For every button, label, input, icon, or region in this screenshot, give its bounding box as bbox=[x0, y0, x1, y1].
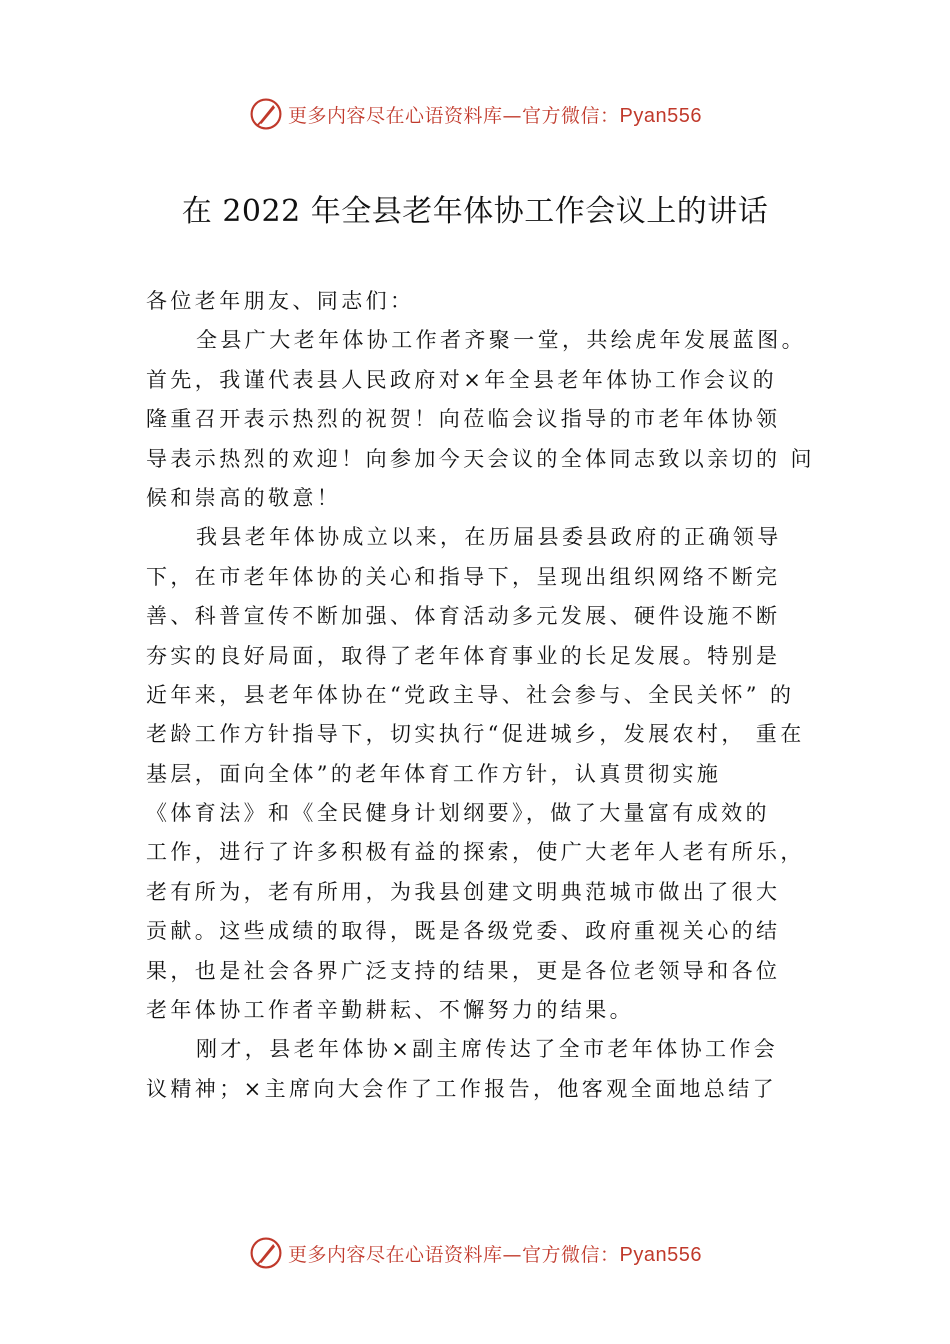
body-line: 老年体协工作者辛勤耕耘、不懈努力的结果。 bbox=[146, 998, 634, 1023]
watermark-en: Pyan556 bbox=[619, 104, 702, 127]
quill-pen-logo-icon bbox=[248, 1235, 284, 1271]
body-line: 善、科普宣传不断加强、体育活动多元发展、硬件设施不断 bbox=[146, 604, 781, 629]
body-line: 下，在市老年体协的关心和指导下，呈现出组织网络不断完 bbox=[146, 564, 781, 589]
body-line: 我县老年体协成立以来，在历届县委县政府的正确领导 bbox=[196, 525, 782, 550]
body-line: 工作，进行了许多积极有益的探索，使广大老年人老有所乐， bbox=[146, 840, 805, 865]
watermark-cn: 更多内容尽在心语资料库—官方微信： bbox=[288, 1243, 620, 1266]
watermark-text bbox=[288, 1240, 702, 1267]
watermark-text bbox=[288, 101, 702, 128]
body-line: 全县广大老年体协工作者齐聚一堂，共绘虎年发展蓝图。 bbox=[196, 328, 806, 353]
body-line: 《体育法》和《全民健身计划纲要》，做了大量富有成效的 bbox=[146, 801, 770, 826]
body-line: 贡献。这些成绩的取得，既是各级党委、政府重视关心的结 bbox=[146, 919, 781, 944]
document-title: 在 2022 年全县老年体协工作会议上的讲话 bbox=[181, 194, 769, 229]
body-line: 各位老年朋友、同志们： bbox=[146, 289, 415, 313]
footer-watermark bbox=[0, 1233, 950, 1273]
body-line: 首先，我谨代表县人民政府对×年全县老年体协工作会议的 bbox=[146, 367, 777, 392]
body-line: 老龄工作方针指导下，切实执行“促进城乡，发展农村， 重在 bbox=[146, 722, 805, 747]
body-line: 夯实的良好局面，取得了老年体育事业的长足发展。特别是 bbox=[146, 643, 781, 668]
body-line: 隆重召开表示热烈的祝贺！向莅临会议指导的市老年体协领 bbox=[146, 407, 781, 432]
body-line: 基层，面向全体”的老年体育工作方针，认真贯彻实施 bbox=[146, 761, 722, 786]
body-line: 议精神；×主席向大会作了工作报告，他客观全面地总结了 bbox=[146, 1076, 777, 1101]
body-line: 老有所为，老有所用，为我县创建文明典范城市做出了很大 bbox=[146, 879, 781, 904]
watermark-en: Pyan556 bbox=[619, 1243, 702, 1266]
quill-pen-logo-icon bbox=[248, 96, 284, 132]
watermark-cn: 更多内容尽在心语资料库—官方微信： bbox=[288, 104, 620, 127]
document-body bbox=[146, 282, 836, 1109]
header-watermark bbox=[0, 94, 950, 134]
body-line: 候和崇高的敬意！ bbox=[146, 485, 342, 510]
body-line: 果，也是社会各界广泛支持的结果，更是各位老领导和各位 bbox=[146, 958, 781, 983]
body-line: 近年来，县老年体协在“党政主导、社会参与、全民关怀” 的 bbox=[146, 682, 795, 707]
body-line: 刚才，县老年体协×副主席传达了全市老年体协工作会 bbox=[196, 1037, 779, 1062]
body-line: 导表示热烈的欢迎！向参加今天会议的全体同志致以亲切的 问 bbox=[146, 446, 815, 471]
